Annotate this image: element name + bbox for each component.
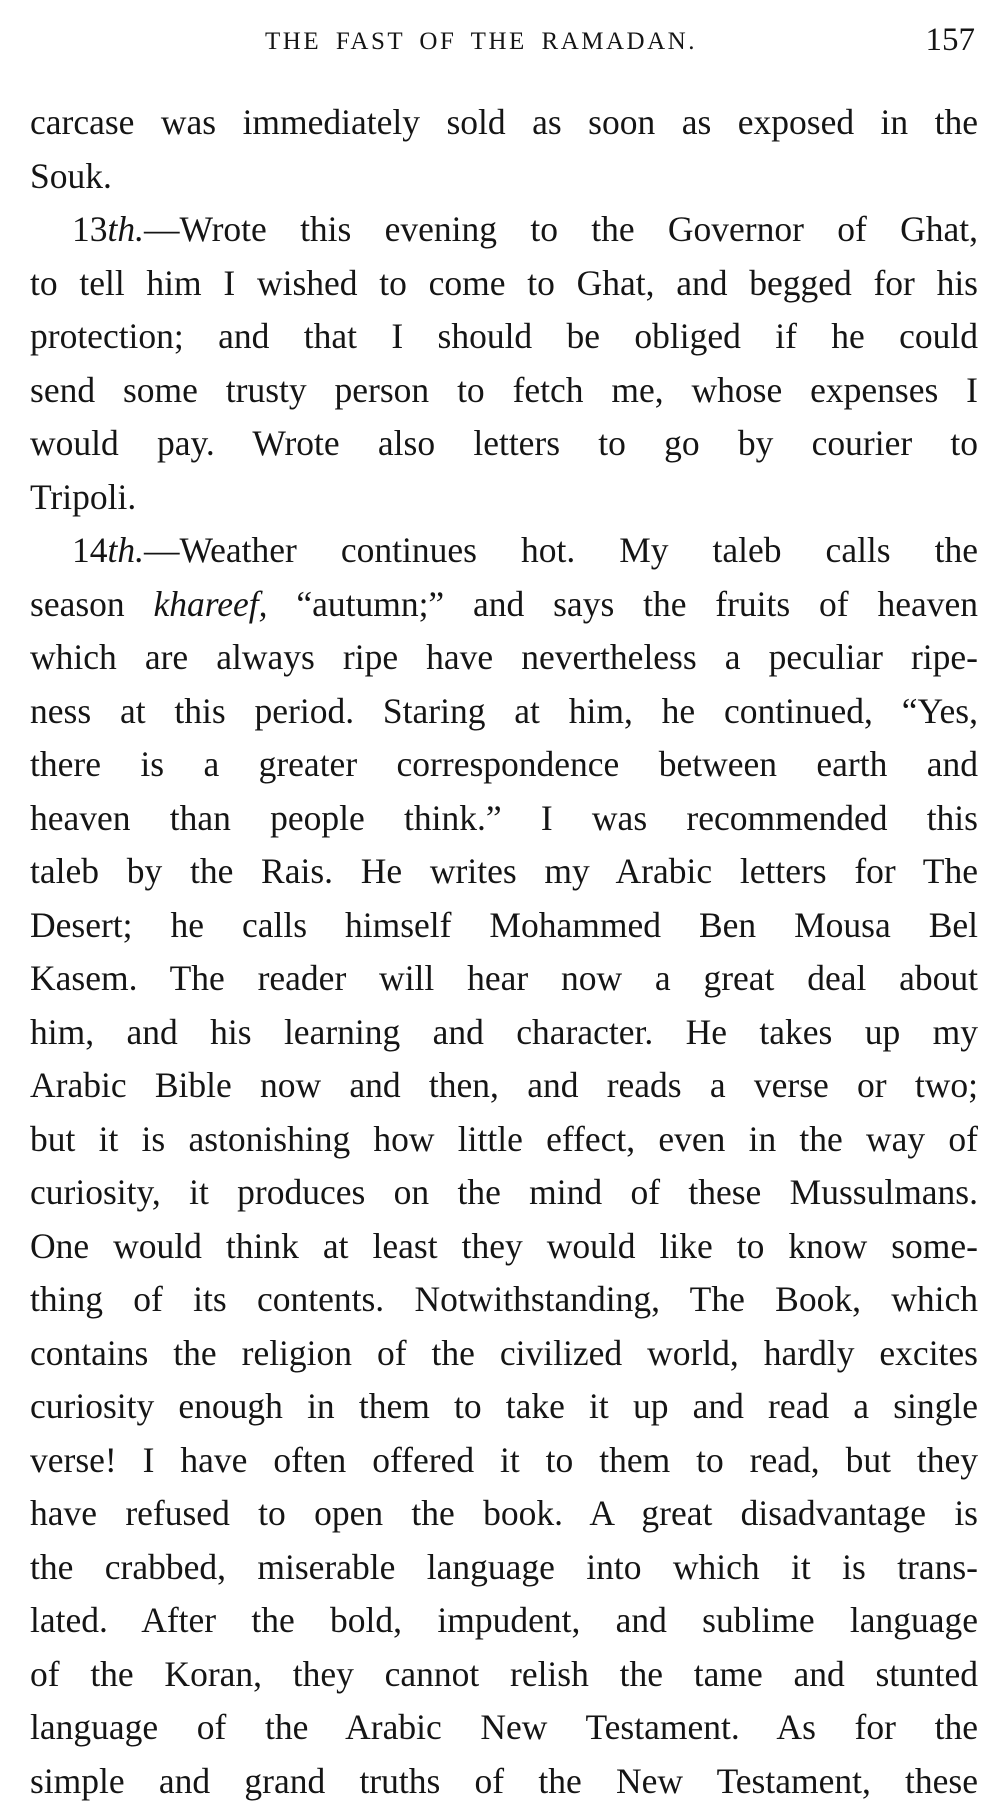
text-line: curiosity, it produces on the mind of these Mussulmans. bbox=[30, 1172, 978, 1212]
text-line: language of the Arabic New Testament. As for the bbox=[30, 1707, 978, 1747]
text-line: Kasem. The reader will hear now a great deal about bbox=[30, 958, 978, 998]
text-line: of the Koran, they cannot relish the tame and stunted bbox=[30, 1653, 978, 1694]
page-number: 157 bbox=[925, 22, 975, 58]
text-line: curiosity enough in them to take it up and read a single bbox=[30, 1386, 978, 1426]
text-line: Desert; he calls himself Mohammed Ben Mousa Bel bbox=[30, 904, 978, 945]
text-line: taleb by the Rais. He writes my Arabic letters for The bbox=[30, 851, 978, 891]
text-line: would pay. Wrote also letters to go by courier to bbox=[30, 423, 978, 463]
text-line: verse! I have often offered it to them to read, but they bbox=[30, 1439, 978, 1480]
text-line-entry-14th: 14th.—Weather continues hot. My taleb calls the bbox=[72, 530, 978, 570]
text-line: carcase was immediately sold as soon as exposed in the bbox=[30, 102, 978, 142]
running-head bbox=[30, 22, 985, 62]
text-line: him, and his learning and character. He takes up my bbox=[30, 1011, 978, 1052]
text-line: send some trusty person to fetch me, whose expenses I bbox=[30, 369, 978, 410]
text-line: Arabic Bible now and then, and reads a verse or two; bbox=[30, 1065, 978, 1105]
text-line-entry-13th: 13th.—Wrote this evening to the Governor of Ghat, bbox=[72, 209, 978, 249]
body-text bbox=[30, 96, 978, 1808]
text-line: Souk. bbox=[30, 155, 112, 196]
text-line: to tell him I wished to come to Ghat, and begged for his bbox=[30, 262, 978, 303]
text-line: protection; and that I should be obliged if he could bbox=[30, 316, 978, 356]
text-line: but it is astonishing how little effect, even in the way of bbox=[30, 1118, 978, 1159]
text-line: there is a greater correspondence between earth and bbox=[30, 744, 978, 784]
text-line: the crabbed, miserable language into which it is trans- bbox=[30, 1546, 978, 1587]
text-line: which are always ripe have nevertheless a peculiar ripe- bbox=[30, 637, 978, 677]
text-line: have refused to open the book. A great disadvantage is bbox=[30, 1493, 978, 1533]
text-line: season khareef, “autumn;” and says the fruits of heaven bbox=[30, 583, 978, 624]
text-line: thing of its contents. Notwithstanding, The Book, which bbox=[30, 1279, 978, 1319]
text-line: ness at this period. Staring at him, he continued, “Yes, bbox=[30, 690, 978, 731]
text-line: One would think at least they would like to know some- bbox=[30, 1225, 978, 1266]
text-line: Tripoli. bbox=[30, 476, 137, 517]
text-line: heaven than people think.” I was recommended this bbox=[30, 797, 978, 838]
text-line: simple and grand truths of the New Testament, these bbox=[30, 1760, 978, 1801]
text-line: lated. After the bold, impudent, and sublime language bbox=[30, 1600, 978, 1640]
text-line: contains the religion of the civilized world, hardly excites bbox=[30, 1332, 978, 1373]
running-title: THE FAST OF THE RAMADAN. bbox=[265, 28, 697, 55]
